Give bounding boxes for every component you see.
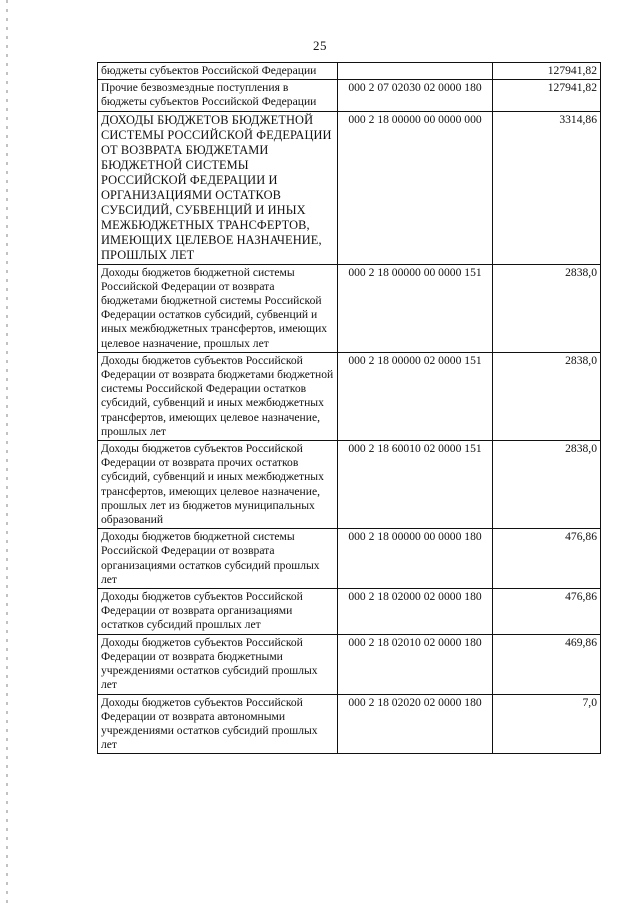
amount-cell: 3314,86	[493, 111, 601, 264]
amount-cell: 2838,0	[493, 264, 601, 352]
budget-code-cell: 000 2 18 00000 00 0000 180	[338, 529, 493, 589]
revenue-name-cell: Доходы бюджетов бюджетной системы Российской Федерации от возврата бюджетами бюджетной системы Российской Федерации остатков субсидий, субвенций и иных межбюджетных трансфертов, имеющих целевое назначение, прошлых лет	[98, 264, 338, 352]
amount-cell: 476,86	[493, 589, 601, 635]
table-row	[98, 694, 601, 754]
budget-revenue-table	[97, 62, 601, 754]
revenue-name-cell: бюджеты субъектов Российской Федерации	[98, 63, 338, 80]
amount-cell: 2838,0	[493, 352, 601, 440]
table-row	[98, 634, 601, 694]
revenue-name-cell: Доходы бюджетов бюджетной системы Российской Федерации от возврата организациями остатков субсидий прошлых лет	[98, 529, 338, 589]
page-number: 25	[313, 38, 327, 53]
budget-code-cell: 000 2 18 00000 02 0000 151	[338, 352, 493, 440]
table-row	[98, 111, 601, 264]
revenue-name-cell: ДОХОДЫ БЮДЖЕТОВ БЮДЖЕТНОЙ СИСТЕМЫ РОССИЙСКОЙ ФЕДЕРАЦИИ ОТ ВОЗВРАТА БЮДЖЕТАМИ БЮДЖЕТНОЙ СИСТЕМЫ РОССИЙСКОЙ ФЕДЕРАЦИИ И ОРГАНИЗАЦИЯМИ ОСТАТКОВ СУБСИДИЙ, СУБВЕНЦИЙ И ИНЫХ МЕЖБЮДЖЕТНЫХ ТРАНСФЕРТОВ, ИМЕЮЩИХ ЦЕЛЕВОЕ НАЗНАЧЕНИЕ, ПРОШЛЫХ ЛЕТ	[98, 111, 338, 264]
revenue-name-cell: Доходы бюджетов субъектов Российской Федерации от возврата бюджетами бюджетной системы Российской Федерации остатков субсидий, субвенций и иных межбюджетных трансфертов, имеющих целевое назначение, прошлых лет	[98, 352, 338, 440]
table-row	[98, 63, 601, 80]
revenue-name-cell: Доходы бюджетов субъектов Российской Федерации от возврата прочих остатков субсидий, субвенций и иных межбюджетных трансфертов, имеющих целевое назначение, прошлых лет из бюджетов муниципальных образований	[98, 441, 338, 529]
table-body	[98, 63, 601, 754]
table-row	[98, 264, 601, 352]
budget-code-cell: 000 2 18 02010 02 0000 180	[338, 634, 493, 694]
revenue-name-cell: Доходы бюджетов субъектов Российской Федерации от возврата бюджетными учреждениями остатков субсидий прошлых лет	[98, 634, 338, 694]
budget-code-cell: 000 2 18 02000 02 0000 180	[338, 589, 493, 635]
amount-cell: 7,0	[493, 694, 601, 754]
table-row	[98, 529, 601, 589]
revenue-name-cell: Доходы бюджетов субъектов Российской Федерации от возврата организациями остатков субсидий прошлых лет	[98, 589, 338, 635]
budget-code-cell: 000 2 18 00000 00 0000 000	[338, 111, 493, 264]
budget-code-cell	[338, 63, 493, 80]
budget-code-cell: 000 2 18 60010 02 0000 151	[338, 441, 493, 529]
amount-cell: 127941,82	[493, 80, 601, 111]
amount-cell: 2838,0	[493, 441, 601, 529]
table-row	[98, 80, 601, 111]
amount-cell: 469,86	[493, 634, 601, 694]
amount-cell: 476,86	[493, 529, 601, 589]
budget-code-cell: 000 2 18 02020 02 0000 180	[338, 694, 493, 754]
binding-edge-marks	[6, 0, 8, 905]
budget-code-cell: 000 2 18 00000 00 0000 151	[338, 264, 493, 352]
revenue-name-cell: Прочие безвозмездные поступления в бюджеты субъектов Российской Федерации	[98, 80, 338, 111]
table-row	[98, 441, 601, 529]
table-row	[98, 589, 601, 635]
table-row	[98, 352, 601, 440]
amount-cell: 127941,82	[493, 63, 601, 80]
budget-code-cell: 000 2 07 02030 02 0000 180	[338, 80, 493, 111]
revenue-name-cell: Доходы бюджетов субъектов Российской Федерации от возврата автономными учреждениями остатков субсидий прошлых лет	[98, 694, 338, 754]
